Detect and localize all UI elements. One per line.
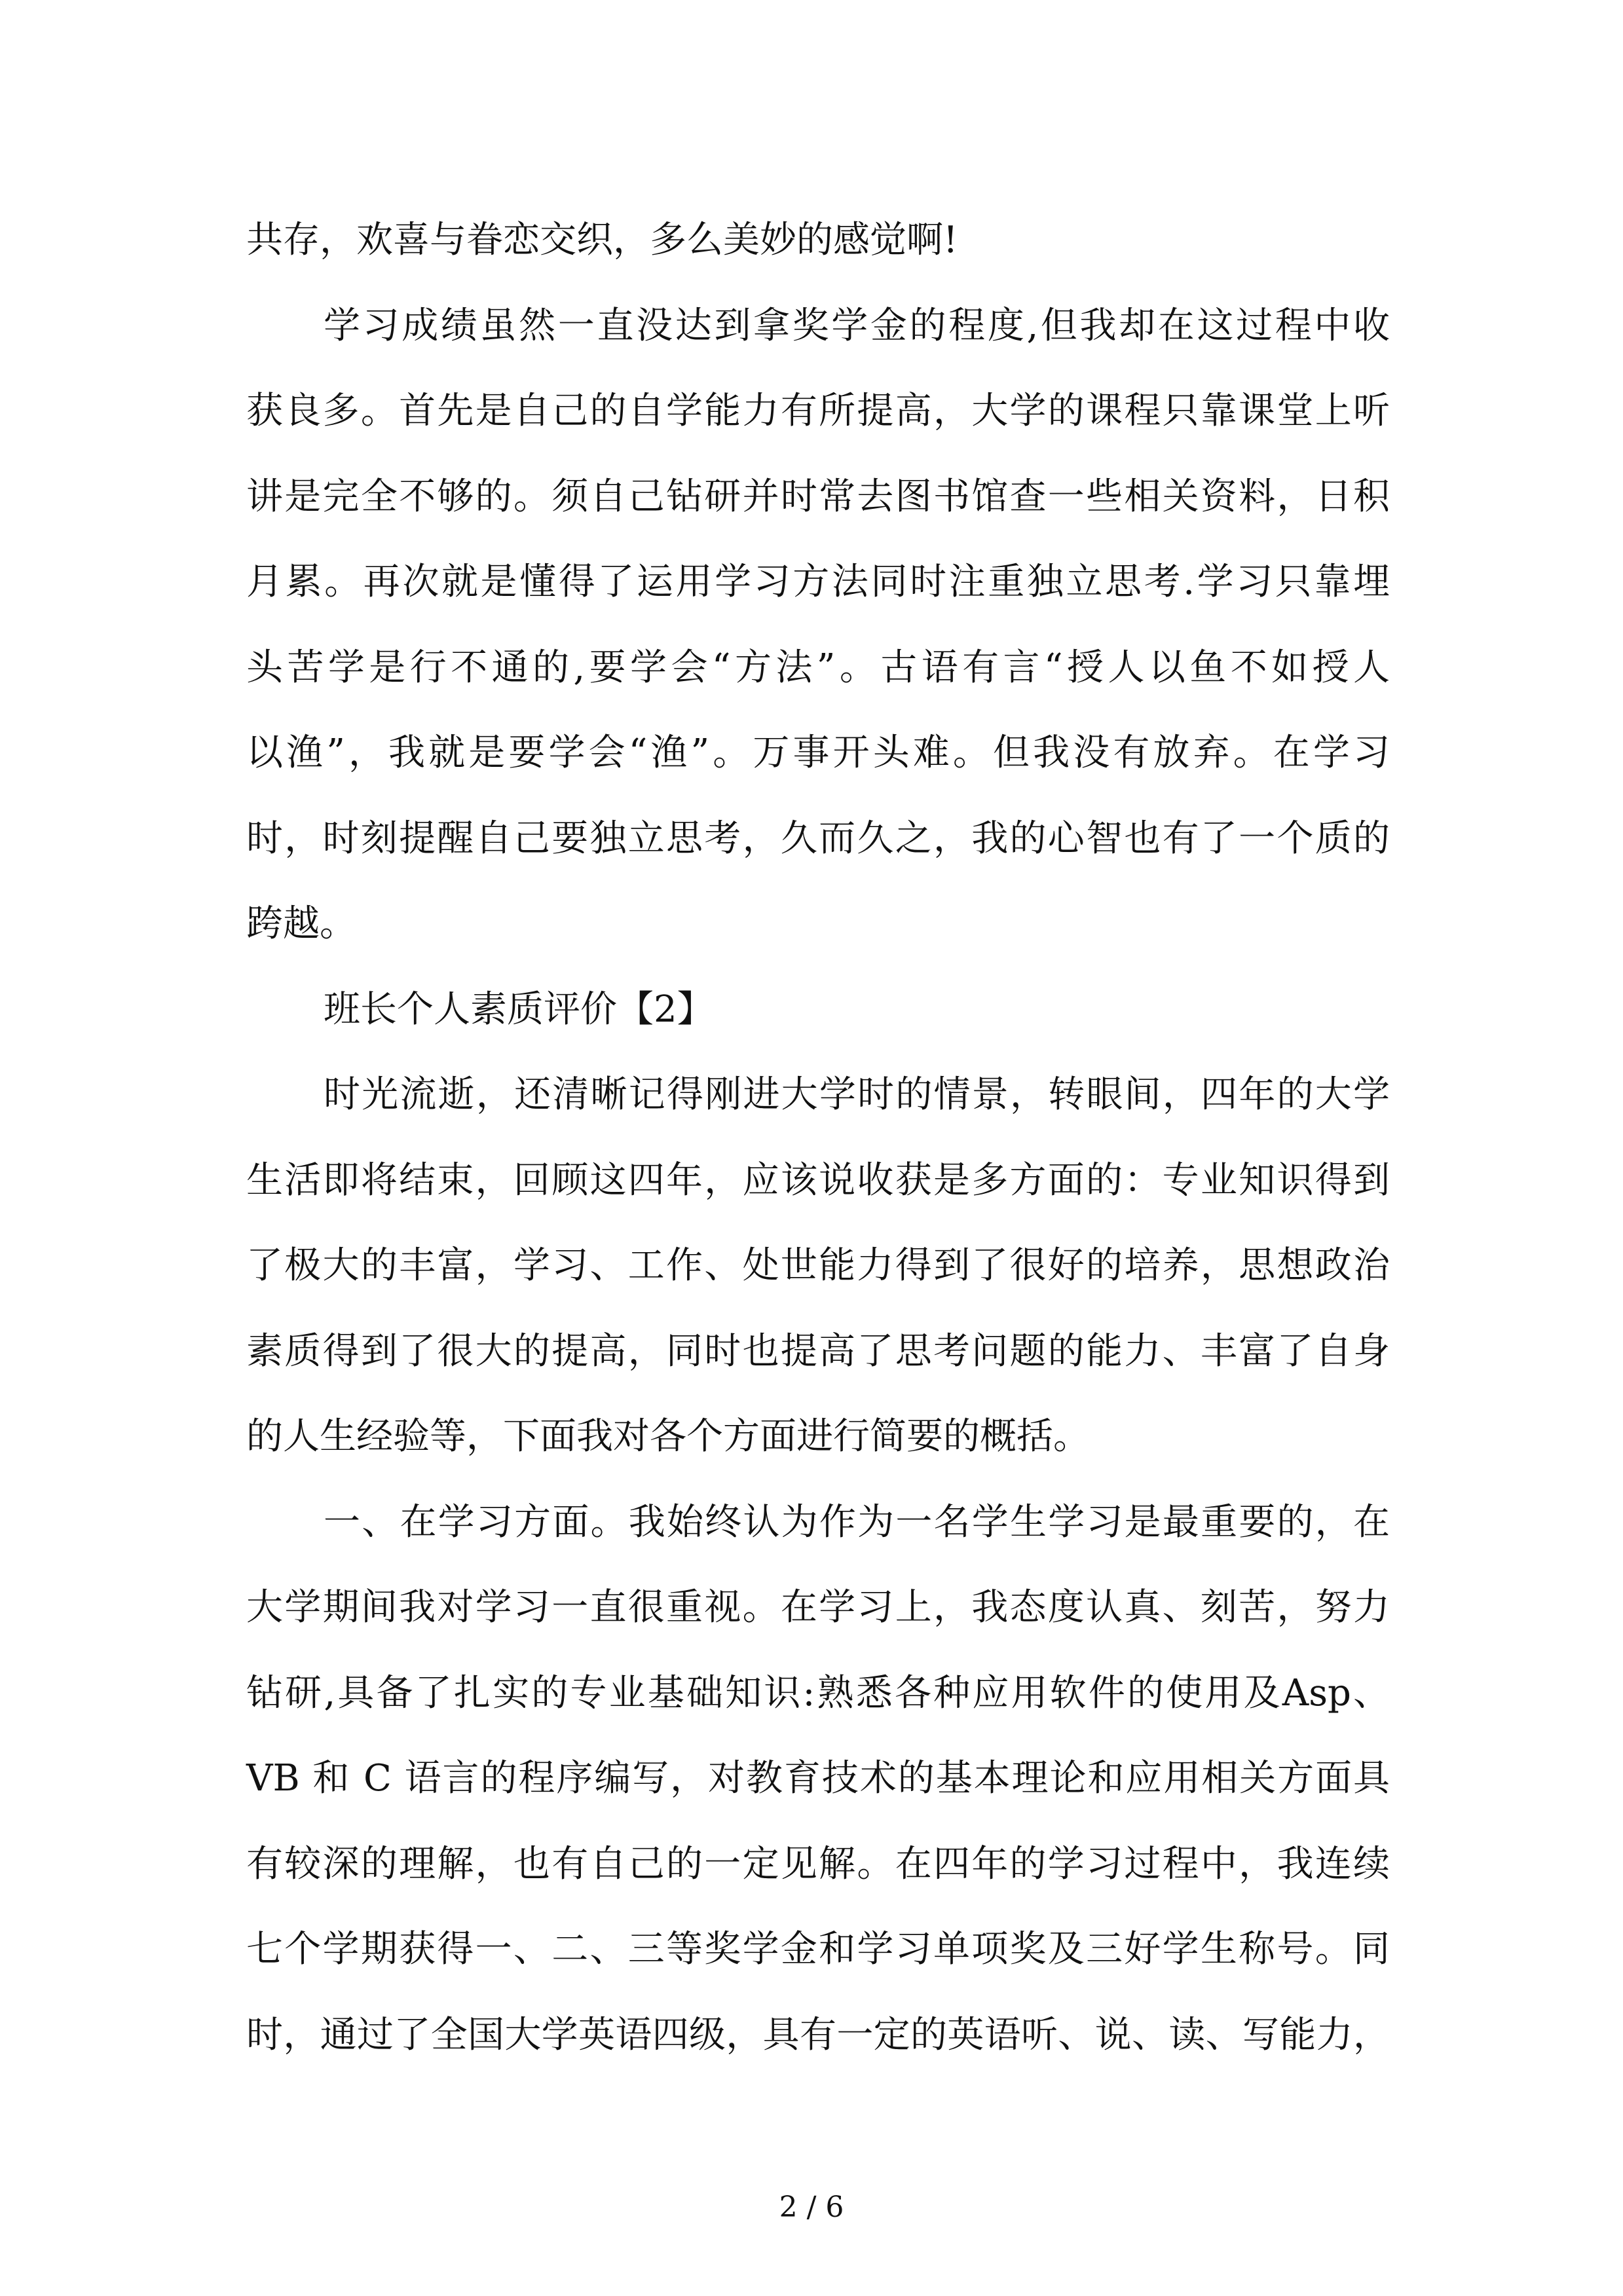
text-line: 时，时刻提醒自己要独立思考，久而久之，我的心智也有了一个质的 [246,817,1390,860]
text-line: 生活即将结束，回顾这四年，应该说收获是多方面的：专业知识得到 [246,1158,1390,1202]
text-line: 的人生经验等，下面我对各个方面进行简要的概括。 [246,1415,1090,1458]
body-text [246,198,1390,2078]
text-line: 了极大的丰富，学习、工作、处世能力得到了很好的培养，思想政治 [246,1244,1390,1287]
text-line: 时，通过了全国大学英语四级，具有一定的英语听、说、读、写能力， [246,2013,1390,2056]
text-line: 时光流逝，还清晰记得刚进大学时的情景，转眼间，四年的大学 [324,1073,1390,1116]
text-line: VB 和 C 语言的程序编写，对教育技术的基本理论和应用相关方面具 [246,1757,1390,1800]
text-line: 大学期间我对学习一直很重视。在学习上，我态度认真、刻苦，努力 [246,1586,1390,1629]
text-line: 跨越。 [246,902,356,945]
text-line: 钻研,具备了扎实的专业基础知识:熟悉各种应用软件的使用及Asp、 [246,1671,1390,1714]
section-heading: 班长个人素质评价【2】 [324,988,714,1031]
text-line: 讲是完全不够的。须自己钻研并时常去图书馆查一些相关资料，日积 [246,475,1390,518]
text-line: 有较深的理解，也有自己的一定见解。在四年的学习过程中，我连续 [246,1842,1390,1885]
text-line: 七个学期获得一、二、三等奖学金和学习单项奖及三好学生称号。同 [246,1928,1390,1971]
text-line: 共存，欢喜与眷恋交织，多么美妙的感觉啊! [246,219,958,261]
text-line: 一、在学习方面。我始终认为作为一名学生学习是最重要的，在 [324,1500,1390,1544]
text-line: 月累。再次就是懂得了运用学习方法同时注重独立思考.学习只靠埋 [246,561,1390,603]
text-line: 学习成绩虽然一直没达到拿奖学金的程度,但我却在这过程中收 [324,304,1390,347]
text-line: 素质得到了很大的提高，同时也提高了思考问题的能力、丰富了自身 [246,1329,1390,1373]
text-line: 头苦学是行不通的,要学会“方法”。古语有言“授人以鱼不如授人 [246,646,1390,689]
text-line: 获良多。首先是自己的自学能力有所提高，大学的课程只靠课堂上听 [246,390,1390,432]
text-line: 以渔”，我就是要学会“渔”。万事开头难。但我没有放弃。在学习 [246,731,1390,774]
page-number: 2 / 6 [779,2191,844,2224]
